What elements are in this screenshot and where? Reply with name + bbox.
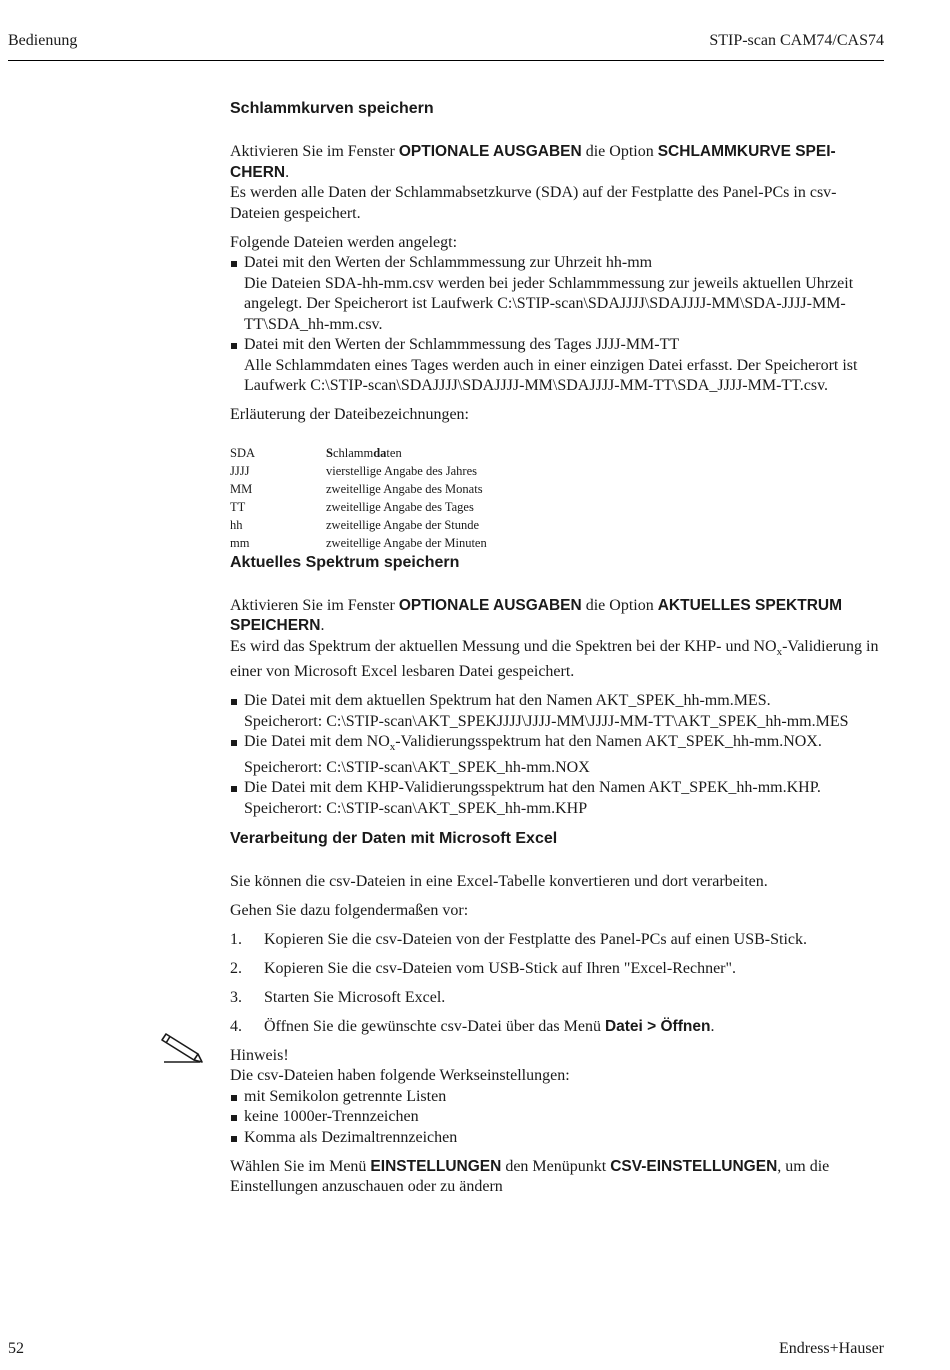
text-fragment: -Validierung in einer von Microsoft Excel lesbaren Datei gespeichert.: [230, 637, 879, 681]
menu-reference: OPTIONALE AUSGABEN: [398, 596, 582, 614]
bullet-line: Datei mit den Werten der Schlammmessung des Tages JJJJ-MM-TT: [244, 336, 680, 353]
list-item: [230, 778, 886, 819]
note-final-text: [230, 1157, 886, 1198]
step-number: 3.: [230, 988, 242, 1006]
procedure-steps: [230, 930, 886, 1038]
abbreviation-table: [230, 444, 487, 552]
page-number: 52: [8, 1340, 24, 1357]
text-fragment: Öffnen Sie die gewünschte csv-Datei über das Menü: [264, 1017, 605, 1035]
header-chapter: Bedienung: [8, 32, 78, 49]
file-list: [230, 253, 886, 397]
abbr-key: JJJJ: [230, 463, 250, 478]
text-fragment: .: [710, 1017, 715, 1035]
table-row: [230, 462, 487, 480]
subscript: x: [776, 645, 783, 658]
menu-item-reference: CSV-EINSTELLUNGEN: [610, 1157, 778, 1175]
list-item: [230, 253, 886, 335]
text-fragment: Die Datei mit dem NO: [244, 733, 390, 751]
table-row: [230, 498, 487, 516]
bullet-line: Datei mit den Werten der Schlammmessung zur Uhrzeit hh-mm: [244, 254, 653, 271]
list-item: keine 1000er-Trennzeichen: [230, 1107, 886, 1128]
pencil-note-icon: [160, 1030, 204, 1064]
spectrum-file-list: [230, 691, 886, 819]
section2-activation-text: [230, 596, 886, 637]
text-fragment: chlamm: [332, 445, 374, 460]
text-fragment: die Option: [581, 143, 658, 160]
subscript: x: [389, 741, 396, 754]
step-item: [230, 1017, 886, 1038]
page-content: [230, 98, 886, 1198]
table-row: [230, 516, 487, 534]
note-title: Hinweis!: [230, 1046, 289, 1064]
section-title-schlammkurven: Schlammkurven speichern: [230, 100, 434, 117]
text-fragment: die Option: [581, 596, 658, 614]
text-fragment: Wählen Sie im Menü: [230, 1157, 371, 1175]
section2-description: [230, 637, 886, 683]
emph-letters: da: [373, 445, 387, 460]
step-number: 2.: [230, 959, 242, 977]
abbr-key: hh: [230, 517, 243, 532]
abbr-desc: vierstellige Angabe des Jahres: [326, 463, 477, 478]
abbreviations-intro: Erläuterung der Dateibezeichnungen:: [230, 406, 469, 423]
step-item: [230, 959, 886, 980]
text-fragment: , um die Einstellungen anzuschauen oder zu ändern: [230, 1157, 830, 1196]
option-reference: SCHLAMMKURVE SPEI-CHERN: [230, 143, 836, 181]
step-number: 1.: [230, 930, 242, 948]
step-number: 4.: [230, 1017, 242, 1035]
menu-reference: OPTIONALE AUSGABEN: [398, 143, 582, 160]
section1-description: Es werden alle Daten der Schlammabsetzkurve (SDA) auf der Festplatte des Panel-PCs in csv-Dateien gespeichert.: [230, 184, 837, 222]
text-fragment: .: [320, 617, 325, 634]
table-row: [230, 534, 487, 552]
bullet-detail: Die Dateien SDA-hh-mm.csv werden bei jeder Schlammmessung zur jeweils aktuellen Uhrzeit angelegt. Der Speicherort ist Laufwerk C:\STIP-scan\SDAJJJJ\SDAJJJJ-MM\SDA-JJJJ-MM-TT\SDA_hh-mm.csv.: [244, 274, 854, 333]
abbr-key: MM: [230, 481, 253, 496]
abbr-desc: zweitellige Angabe des Monats: [326, 481, 483, 496]
footer-brand: Endress+Hauser: [779, 1340, 884, 1357]
step-text: [264, 1017, 714, 1038]
option-reference: AKTUELLES SPEKTRUM SPEICHERN: [230, 596, 843, 634]
abbr-desc: [326, 444, 487, 462]
section-title-spektrum: Aktuelles Spektrum speichern: [230, 553, 460, 571]
text-fragment: Es wird das Spektrum der aktuellen Messung und die Spektren bei der KHP- und NO: [230, 637, 777, 655]
note-settings-list: [230, 1087, 886, 1149]
header-divider: [8, 60, 884, 61]
menu-reference: EINSTELLUNGEN: [370, 1157, 502, 1175]
list-item: [230, 335, 886, 397]
abbr-desc: zweitellige Angabe der Minuten: [326, 535, 487, 550]
abbr-key: mm: [230, 535, 250, 550]
text-fragment: .: [285, 163, 290, 181]
section3-intro: Sie können die csv-Dateien in eine Excel-Tabelle konvertieren und dort verarbeiten.: [230, 872, 768, 890]
section1-activation-text: [230, 142, 886, 183]
list-item: Komma als Dezimaltrennzeichen: [230, 1128, 886, 1149]
section3-procedure-intro: Gehen Sie dazu folgendermaßen vor:: [230, 901, 469, 919]
text-fragment: -Validierungsspektrum hat den Namen AKT_SPEK_hh-mm.NOX.: [395, 733, 822, 751]
section-title-excel: Verarbeitung der Daten mit Microsoft Excel: [230, 829, 558, 847]
list-item: mit Semikolon getrennte Listen: [230, 1087, 886, 1108]
step-text: Starten Sie Microsoft Excel.: [264, 988, 446, 1006]
menu-path: Datei > Öffnen: [604, 1017, 711, 1035]
step-text: Kopieren Sie die csv-Dateien vom USB-Stick auf Ihren "Excel-Rechner".: [264, 959, 737, 977]
abbr-key: TT: [230, 499, 246, 514]
bullet-detail: Speicherort: C:\STIP-scan\AKT_SPEKJJJJ\JJJJ-MM\JJJJ-MM-TT\AKT_SPEK_hh-mm.MES: [244, 712, 849, 730]
step-item: [230, 988, 886, 1009]
list-item: [230, 732, 886, 778]
text-fragment: Aktivieren Sie im Fenster: [230, 143, 399, 160]
table-row: [230, 480, 487, 498]
note-intro: Die csv-Dateien haben folgende Werkseinstellungen:: [230, 1067, 570, 1085]
abbr-key: SDA: [230, 445, 256, 460]
text-fragment: den Menüpunkt: [501, 1157, 611, 1175]
bullet-detail: Speicherort: C:\STIP-scan\AKT_SPEK_hh-mm.KHP: [244, 799, 588, 817]
step-item: [230, 930, 886, 951]
list-item: [230, 691, 886, 732]
text-fragment: Aktivieren Sie im Fenster: [230, 596, 399, 614]
bullet-detail: Speicherort: C:\STIP-scan\AKT_SPEK_hh-mm.NOX: [244, 758, 590, 776]
text-fragment: ten: [386, 445, 402, 460]
bullet-line: Die Datei mit dem aktuellen Spektrum hat den Namen AKT_SPEK_hh-mm.MES.: [244, 692, 771, 710]
abbr-desc: zweitellige Angabe der Stunde: [326, 517, 480, 532]
bullet-line: Die Datei mit dem KHP-Validierungsspektrum hat den Namen AKT_SPEK_hh-mm.KHP.: [244, 779, 821, 797]
bullet-detail: Alle Schlammdaten eines Tages werden auch in einer einzigen Datei erfasst. Der Speicherort ist Laufwerk C:\STIP-scan\SDAJJJJ\SDAJJJJ-MM\SDAJJJJ-MM-TT\SDA_JJJJ-MM-TT.csv.: [244, 356, 858, 394]
table-row: [230, 444, 487, 462]
step-text: Kopieren Sie die csv-Dateien von der Festplatte des Panel-PCs auf einen USB-Stick.: [264, 930, 807, 948]
abbr-desc: zweitellige Angabe des Tages: [326, 499, 474, 514]
section1-files-intro: Folgende Dateien werden angelegt:: [230, 233, 458, 251]
header-product: STIP-scan CAM74/CAS74: [709, 32, 884, 49]
emph-letters: S: [326, 445, 333, 460]
